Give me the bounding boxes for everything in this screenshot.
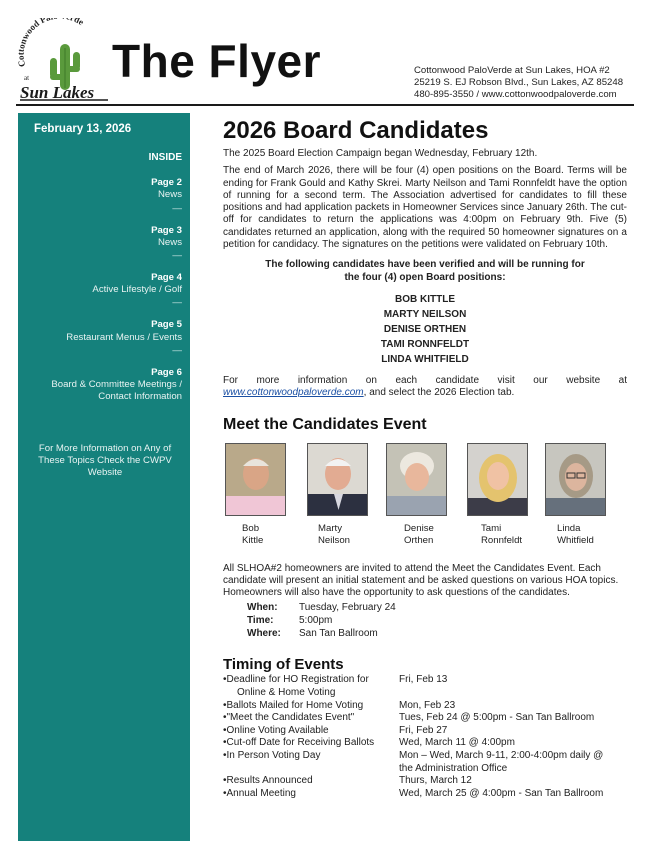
sidebar-more-info: For More Information on Any of These Topics Check the CWPV Website — [38, 443, 172, 479]
logo-at-text: at — [24, 74, 30, 82]
inside-page-number: Page 3 — [151, 224, 182, 236]
inside-page-topic: News — [158, 189, 182, 201]
event-detail-row: When: Tuesday, February 24 — [247, 602, 396, 614]
inside-page-number: Page 5 — [151, 319, 182, 331]
candidate-name: MARTY NEILSON — [383, 308, 467, 320]
inside-separator: — — [172, 297, 182, 309]
article-headline: 2026 Board Candidates — [223, 117, 489, 144]
issue-date: February 13, 2026 — [34, 123, 132, 135]
candidate-photo-whitfield — [545, 443, 606, 516]
candidate-caption-row — [223, 523, 627, 549]
contact-phone-web: 480-895-3550 / www.cottonwoodpaloverde.com — [414, 89, 617, 101]
timing-row: •In Person Voting Day Mon – Wed, March 9-11, 2:00-4:00pm daily @ — [223, 750, 604, 762]
inside-page-number: Page 4 — [151, 272, 182, 284]
candidate-name: DENISE ORTHEN — [383, 323, 467, 335]
timing-row: •Online Voting Available Fri, Feb 27 — [223, 724, 448, 736]
meet-candidates-heading: Meet the Candidates Event — [223, 415, 427, 433]
candidate-caption: Denise Orthen — [404, 522, 434, 546]
event-invite-text: All SLHOA#2 homeowners are invited to attend the Meet the Candidates Event. Each candidate will present an initial statement and be asked questions on various HOA topics. Homeowners will also have the opportunity to ask questions of the candidates. — [223, 562, 619, 599]
inside-contents — [22, 152, 182, 404]
cactus-logo-icon — [16, 18, 116, 102]
inside-entry-page-5 — [22, 319, 182, 343]
candidate-list — [223, 292, 627, 367]
newsletter-title: The Flyer — [112, 35, 322, 87]
header-divider — [16, 104, 634, 106]
inside-page-number: Page 2 — [151, 177, 182, 189]
inside-entry-page-3 — [22, 225, 182, 249]
timing-row: Online & Home Voting — [237, 687, 336, 699]
inside-separator: — — [172, 344, 182, 356]
main-article — [223, 116, 627, 800]
timing-row: •Cut-off Date for Receiving Ballots Wed, March 11 @ 4:00pm — [223, 737, 515, 749]
inside-separator: — — [172, 250, 182, 262]
timing-row: •Ballots Mailed for Home Voting Mon, Feb 23 — [223, 699, 456, 711]
inside-page-topic: Board & Committee Meetings / Contact Information — [51, 379, 182, 403]
event-detail-row: Where: San Tan Ballroom — [247, 628, 378, 640]
event-detail-row: Time: 5:00pm — [247, 615, 333, 627]
event-details — [247, 601, 627, 640]
timing-row: •Results Announced Thurs, March 12 — [223, 775, 472, 787]
inside-page-topic: Active Lifestyle / Golf — [92, 284, 182, 296]
inside-page-number: Page 6 — [151, 366, 182, 378]
candidate-photo-orthen — [386, 443, 447, 516]
more-info-prefix: For more information on each candidate visit our website at — [223, 374, 627, 386]
candidate-name: LINDA WHITFIELD — [381, 353, 469, 365]
contact-block — [414, 65, 623, 102]
timing-row: •Deadline for HO Registration for Fri, Feb 13 — [223, 674, 448, 686]
contact-org: Cottonwood PaloVerde at Sun Lakes, HOA #2 — [414, 65, 610, 76]
inside-entry-page-6 — [22, 367, 182, 404]
inside-separator: — — [172, 202, 182, 214]
candidate-photo-row — [223, 443, 627, 521]
article-intro: The 2025 Board Election Campaign began Wednesday, February 12th. — [223, 148, 538, 159]
timing-row: •"Meet the Candidates Event" Tues, Feb 24 @ 5:00pm - San Tan Ballroom — [223, 712, 595, 724]
timing-list — [223, 674, 627, 800]
candidate-photo-kittle — [225, 443, 286, 516]
timing-row: the Administration Office — [399, 762, 508, 774]
contact-address: 25219 S. EJ Robson Blvd., Sun Lakes, AZ 85248 — [414, 77, 624, 89]
inside-page-topic: News — [158, 236, 182, 248]
logo-arc-text: Cottonwood P de — [16, 18, 86, 68]
candidate-caption: Bob Kittle — [242, 522, 264, 546]
sidebar — [18, 113, 190, 841]
logo-sunlakes-text: Sun Lakes — [20, 83, 95, 102]
candidate-caption: Marty Neilson — [318, 522, 350, 546]
inside-heading: INSIDE — [148, 152, 182, 163]
more-info-paragraph — [223, 375, 627, 400]
inside-entry-page-2 — [22, 177, 182, 201]
verified-candidates-heading: The following candidates have been verified and will be running for the four (4) open Board positions: — [265, 259, 585, 283]
timing-row: •Annual Meeting Wed, March 25 @ 4:00pm - San Tan Ballroom — [223, 787, 604, 799]
candidate-name: BOB KITTLE — [395, 293, 455, 305]
candidate-photo-ronnfeldt — [467, 443, 528, 516]
article-details: The end of March 2026, there will be four (4) open positions on the Board. Terms will be ending for Frank Gould and Kathy Skrei. Marty Neilson and Tami Ronnfeldt have the option of running for a second term. The Association advertised for candidates to fill these positions and had application packets in Homeowner Services since January 26th. The cut-off for candidates to return the applications was 4:00pm on February 9th. Five (5) candidates returned an application, along with the required 50 homeowner signatures on a petition for candidacy. The signatures on the petitions were validated on February 10th. — [223, 165, 627, 251]
masthead — [0, 0, 650, 104]
timing-heading: Timing of Events — [223, 656, 344, 674]
inside-entry-page-4 — [22, 272, 182, 296]
more-info-suffix: , and select the 2026 Election tab. — [363, 387, 515, 399]
cwpv-logo — [16, 18, 116, 102]
candidate-caption: Linda Whitfield — [557, 522, 594, 546]
candidate-name: TAMI RONNFELDT — [380, 338, 470, 350]
inside-page-topic: Restaurant Menus / Events — [66, 331, 182, 343]
candidate-caption: Tami Ronnfeldt — [481, 522, 523, 546]
website-link[interactable]: www.cottonwoodpaloverde.com — [223, 387, 364, 399]
candidate-photo-neilson — [307, 443, 368, 516]
